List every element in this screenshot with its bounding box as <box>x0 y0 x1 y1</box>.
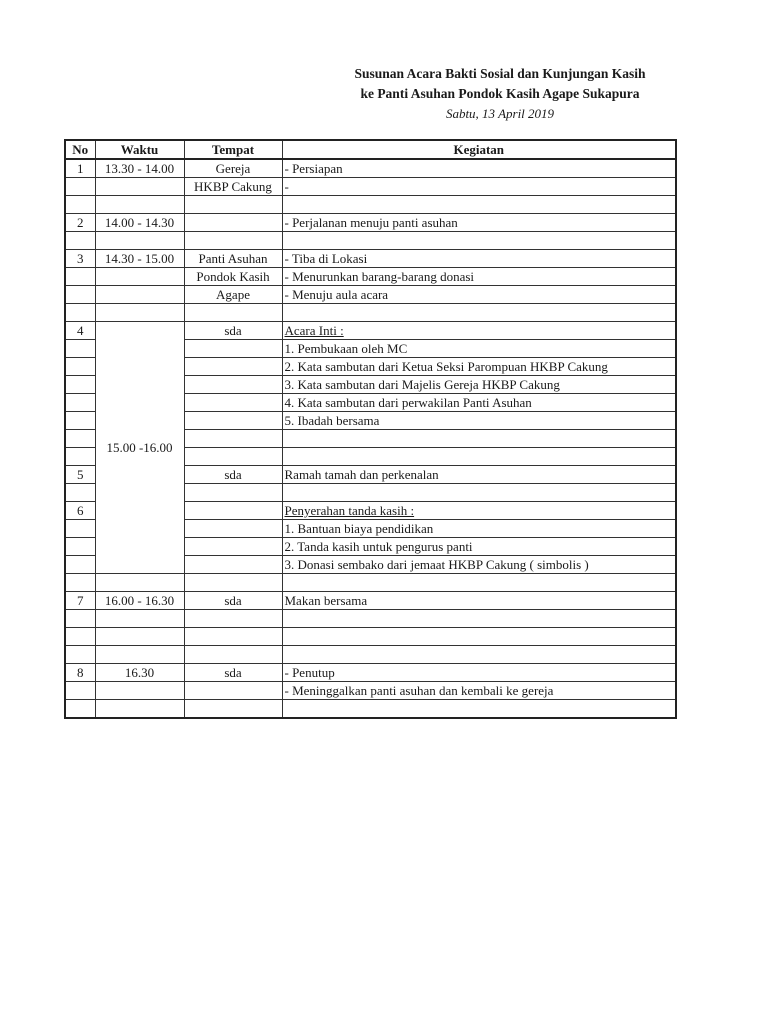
cell-no <box>65 700 95 719</box>
cell-kegiatan: - Penutup <box>282 664 676 682</box>
cell-tempat <box>184 376 282 394</box>
cell-no: 1 <box>65 159 95 178</box>
table-row <box>65 178 676 196</box>
cell-waktu <box>95 304 184 322</box>
cell-kegiatan: 2. Tanda kasih untuk pengurus panti <box>282 538 676 556</box>
table-row <box>65 214 676 232</box>
cell-tempat <box>184 646 282 664</box>
cell-tempat: sda <box>184 466 282 484</box>
cell-tempat <box>184 484 282 502</box>
table-row <box>65 646 676 664</box>
cell-kegiatan: - Perjalanan menuju panti asuhan <box>282 214 676 232</box>
cell-no <box>65 448 95 466</box>
table-row <box>65 159 676 178</box>
cell-tempat <box>184 682 282 700</box>
cell-no <box>65 646 95 664</box>
cell-kegiatan <box>282 484 676 502</box>
cell-waktu <box>95 196 184 214</box>
cell-tempat <box>184 574 282 592</box>
cell-no <box>65 538 95 556</box>
cell-no: 5 <box>65 466 95 484</box>
cell-tempat <box>184 520 282 538</box>
cell-tempat <box>184 214 282 232</box>
cell-tempat <box>184 232 282 250</box>
cell-tempat <box>184 556 282 574</box>
cell-tempat <box>184 628 282 646</box>
cell-waktu <box>95 574 184 592</box>
cell-waktu: 16.00 - 16.30 <box>95 592 184 610</box>
cell-no <box>65 376 95 394</box>
table-row <box>65 286 676 304</box>
cell-tempat: Pondok Kasih <box>184 268 282 286</box>
table-row <box>65 700 676 719</box>
cell-kegiatan <box>282 610 676 628</box>
cell-tempat <box>184 412 282 430</box>
cell-tempat <box>184 610 282 628</box>
cell-tempat <box>184 538 282 556</box>
cell-no <box>65 610 95 628</box>
cell-no <box>65 286 95 304</box>
cell-waktu: 14.30 - 15.00 <box>95 250 184 268</box>
title-line-1: Susunan Acara Bakti Sosial dan Kunjungan Kasih <box>354 66 646 81</box>
cell-tempat: Gereja <box>184 159 282 178</box>
cell-kegiatan <box>282 502 676 520</box>
table-row <box>65 304 676 322</box>
column-header-kegiatan: Kegiatan <box>282 140 676 159</box>
section-heading-penyerahan: Penyerahan tanda kasih : <box>284 503 415 518</box>
cell-no: 4 <box>65 322 95 340</box>
cell-no <box>65 394 95 412</box>
cell-tempat <box>184 394 282 412</box>
cell-kegiatan: - <box>282 178 676 196</box>
cell-waktu-merged: 15.00 -16.00 <box>95 322 184 574</box>
cell-kegiatan <box>282 196 676 214</box>
cell-no <box>65 628 95 646</box>
cell-waktu <box>95 178 184 196</box>
cell-tempat <box>184 358 282 376</box>
table-row <box>65 322 676 340</box>
cell-tempat <box>184 340 282 358</box>
cell-kegiatan <box>282 448 676 466</box>
cell-kegiatan: 5. Ibadah bersama <box>282 412 676 430</box>
cell-kegiatan: - Menurunkan barang-barang donasi <box>282 268 676 286</box>
event-date: Sabtu, 13 April 2019 <box>445 106 555 121</box>
cell-no: 8 <box>65 664 95 682</box>
cell-tempat <box>184 502 282 520</box>
table-row <box>65 250 676 268</box>
cell-tempat: sda <box>184 664 282 682</box>
table-row <box>65 268 676 286</box>
cell-waktu <box>95 628 184 646</box>
cell-no <box>65 556 95 574</box>
table-row <box>65 610 676 628</box>
cell-no <box>65 232 95 250</box>
cell-waktu <box>95 700 184 719</box>
cell-no: 3 <box>65 250 95 268</box>
table-header-row <box>65 140 676 159</box>
cell-waktu <box>95 286 184 304</box>
cell-no: 6 <box>65 502 95 520</box>
cell-no <box>65 178 95 196</box>
table-row <box>65 682 676 700</box>
cell-kegiatan <box>282 646 676 664</box>
cell-no <box>65 196 95 214</box>
cell-no <box>65 358 95 376</box>
cell-kegiatan <box>282 574 676 592</box>
cell-waktu: 14.00 - 14.30 <box>95 214 184 232</box>
cell-no <box>65 484 95 502</box>
cell-waktu: 16.30 <box>95 664 184 682</box>
cell-kegiatan: 2. Kata sambutan dari Ketua Seksi Parompuan HKBP Cakung <box>282 358 676 376</box>
cell-no <box>65 430 95 448</box>
cell-kegiatan: 4. Kata sambutan dari perwakilan Panti Asuhan <box>282 394 676 412</box>
cell-kegiatan: - Tiba di Lokasi <box>282 250 676 268</box>
column-header-tempat: Tempat <box>184 140 282 159</box>
cell-kegiatan: - Persiapan <box>282 159 676 178</box>
cell-no <box>65 574 95 592</box>
cell-kegiatan: 3. Donasi sembako dari jemaat HKBP Cakung ( simbolis ) <box>282 556 676 574</box>
title-line-2: ke Panti Asuhan Pondok Kasih Agape Sukapura <box>360 86 640 101</box>
table-row <box>65 664 676 682</box>
cell-tempat: Panti Asuhan <box>184 250 282 268</box>
table-row <box>65 592 676 610</box>
cell-kegiatan <box>282 700 676 719</box>
table-row <box>65 628 676 646</box>
column-header-waktu: Waktu <box>95 140 184 159</box>
cell-kegiatan: 1. Bantuan biaya pendidikan <box>282 520 676 538</box>
cell-no: 7 <box>65 592 95 610</box>
schedule-table <box>64 139 677 719</box>
cell-kegiatan: Makan bersama <box>282 592 676 610</box>
cell-waktu <box>95 610 184 628</box>
cell-tempat <box>184 700 282 719</box>
cell-no <box>65 682 95 700</box>
cell-waktu <box>95 232 184 250</box>
cell-tempat <box>184 304 282 322</box>
cell-tempat: sda <box>184 592 282 610</box>
cell-no: 2 <box>65 214 95 232</box>
cell-tempat <box>184 196 282 214</box>
cell-waktu: 13.30 - 14.00 <box>95 159 184 178</box>
table-row <box>65 574 676 592</box>
cell-waktu <box>95 646 184 664</box>
cell-kegiatan: 1. Pembukaan oleh MC <box>282 340 676 358</box>
cell-no <box>65 304 95 322</box>
cell-kegiatan <box>282 232 676 250</box>
cell-tempat <box>184 430 282 448</box>
column-header-no: No <box>65 140 95 159</box>
cell-no <box>65 268 95 286</box>
table-row <box>65 232 676 250</box>
cell-kegiatan: Ramah tamah dan perkenalan <box>282 466 676 484</box>
section-heading-acara-inti: Acara Inti : <box>284 323 344 338</box>
cell-kegiatan: - Meninggalkan panti asuhan dan kembali ke gereja <box>282 682 676 700</box>
cell-kegiatan <box>282 304 676 322</box>
table-row <box>65 196 676 214</box>
cell-no <box>65 412 95 430</box>
cell-tempat: Agape <box>184 286 282 304</box>
cell-kegiatan <box>282 322 676 340</box>
cell-no <box>65 520 95 538</box>
cell-kegiatan <box>282 628 676 646</box>
cell-kegiatan <box>282 430 676 448</box>
cell-tempat <box>184 448 282 466</box>
cell-kegiatan: - Menuju aula acara <box>282 286 676 304</box>
cell-tempat: HKBP Cakung <box>184 178 282 196</box>
cell-no <box>65 340 95 358</box>
cell-tempat: sda <box>184 322 282 340</box>
document-header <box>330 64 670 124</box>
cell-kegiatan: 3. Kata sambutan dari Majelis Gereja HKBP Cakung <box>282 376 676 394</box>
cell-waktu <box>95 268 184 286</box>
cell-waktu <box>95 682 184 700</box>
